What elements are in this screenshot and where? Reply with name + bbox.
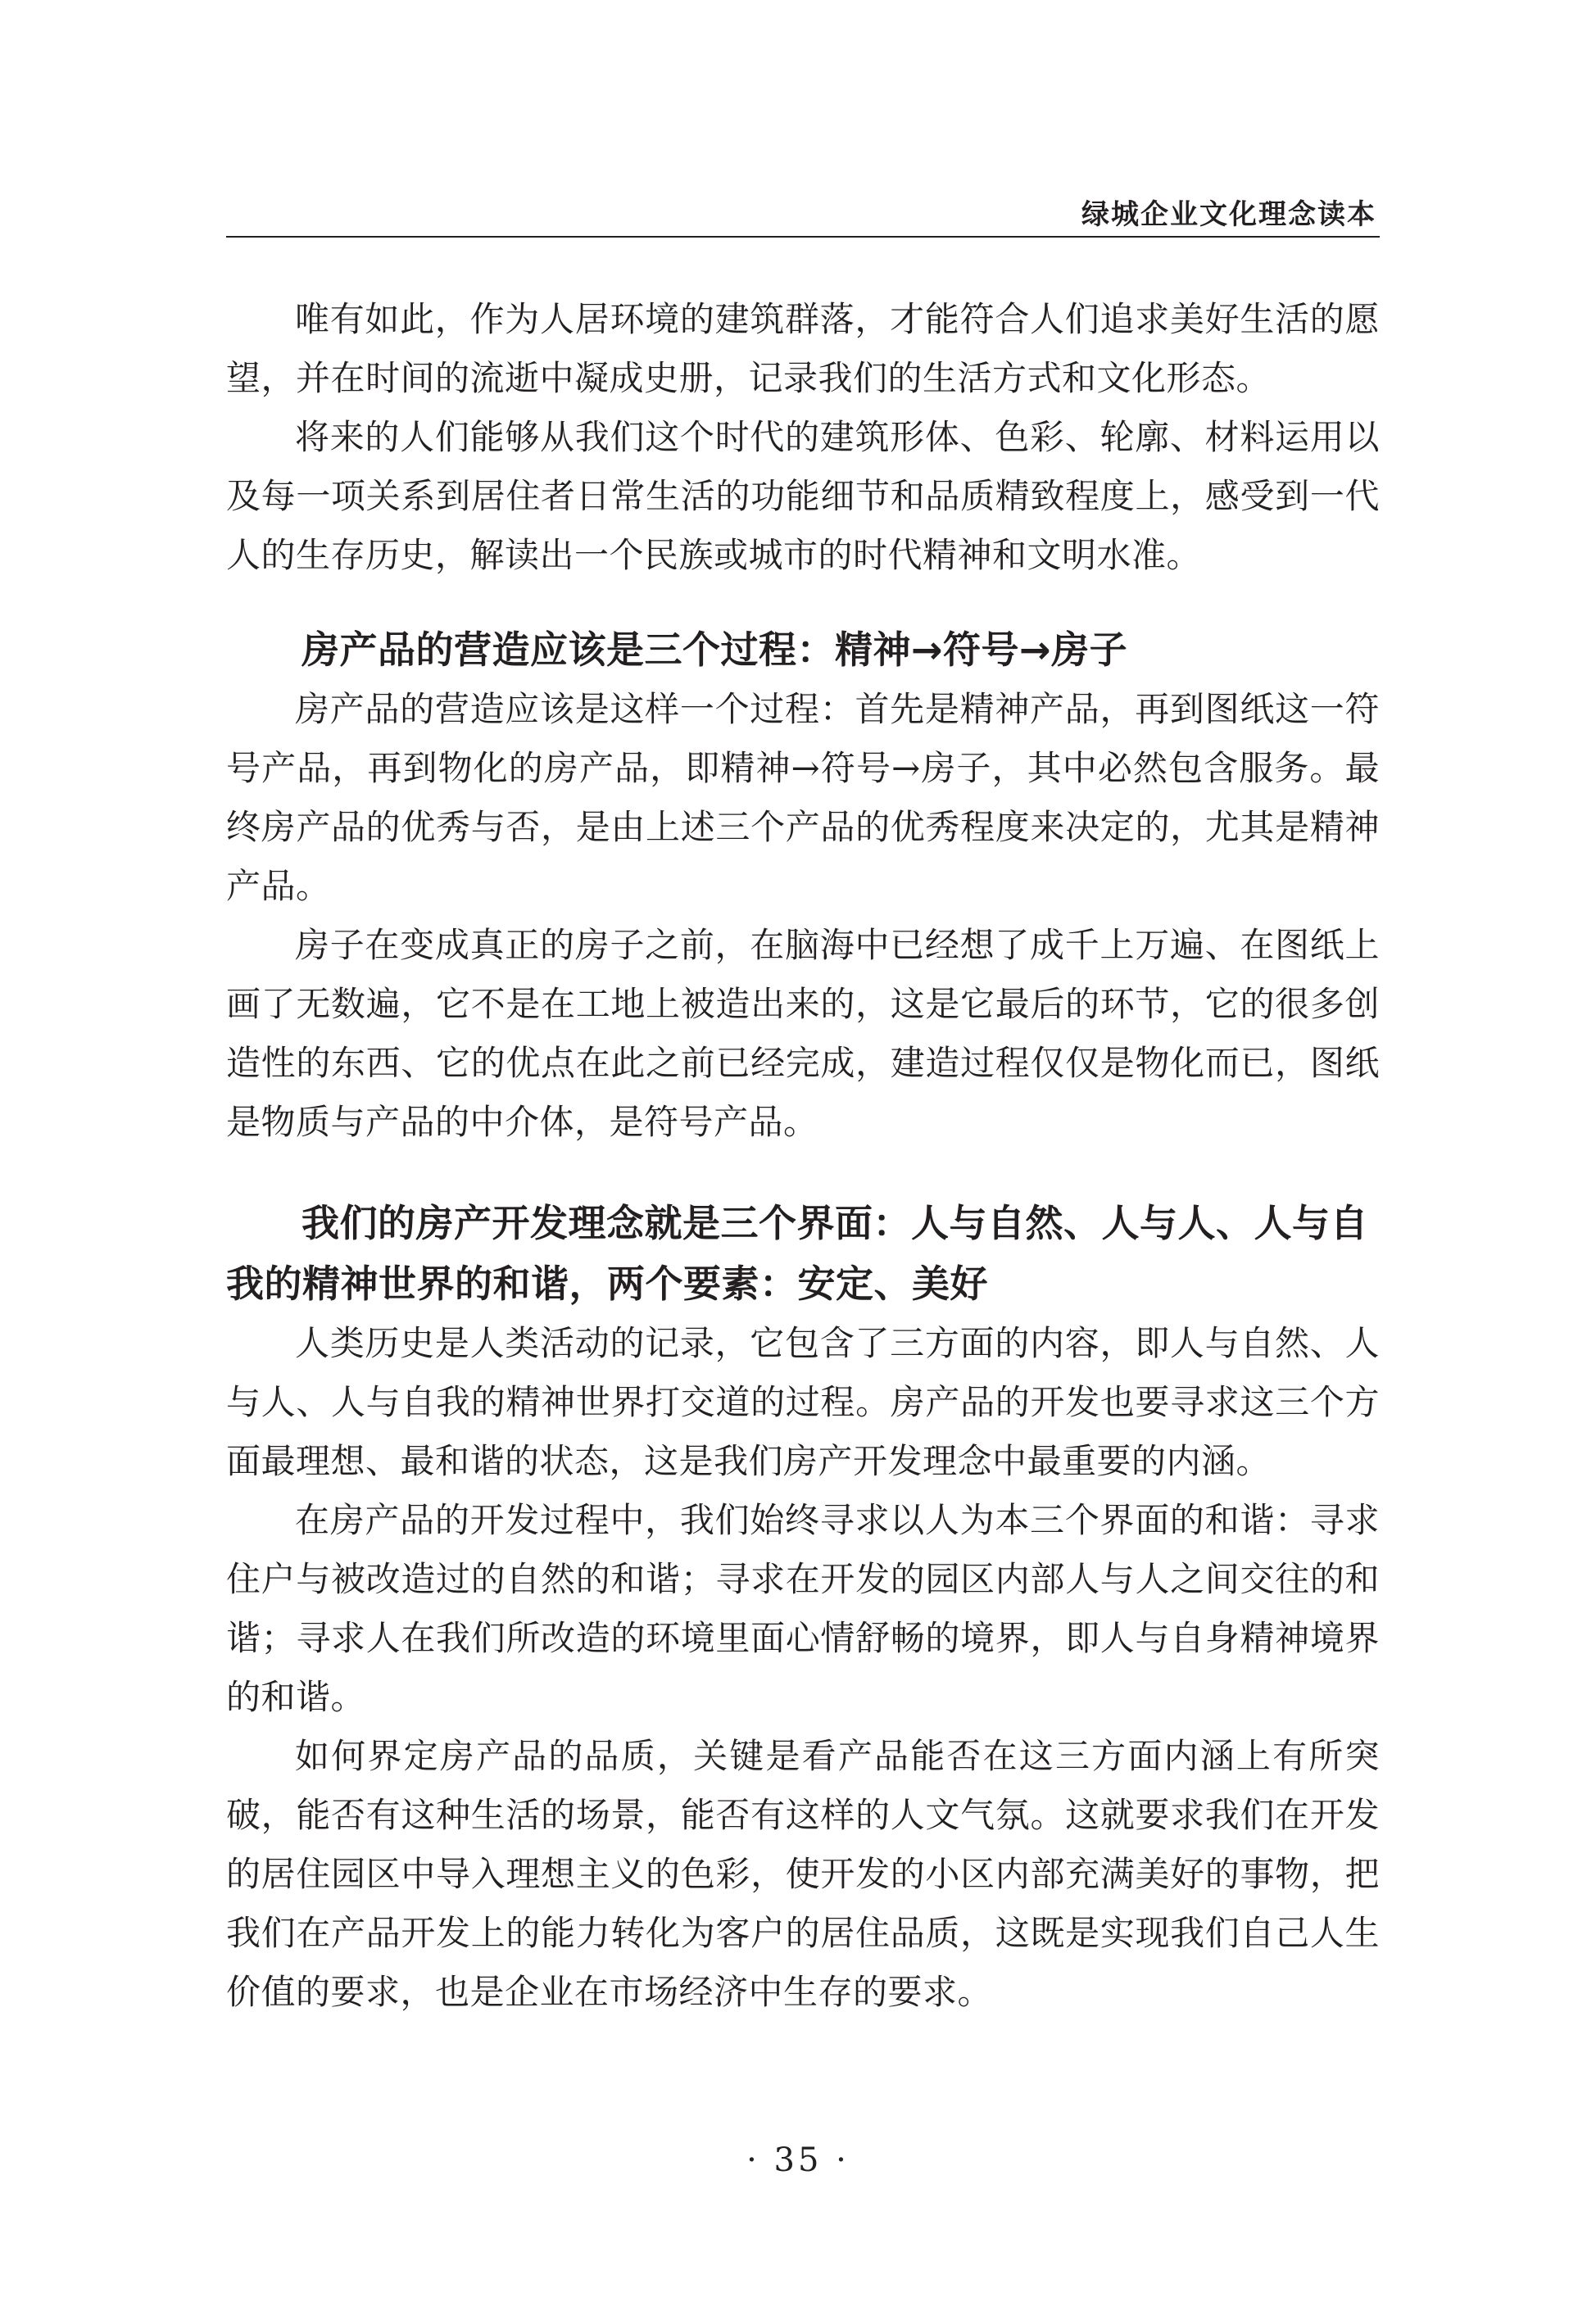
page-number: · 35 ·: [746, 2141, 850, 2179]
section-heading: 房产品的营造应该是三个过程：精神→符号→房子: [302, 628, 1128, 672]
paragraph: 房产品的营造应该是这样一个过程：首先是精神产品，再到图纸这一符号产品，再到物化的房产品，即精神→符号→房子，其中必然包含服务。最终房产品的优秀与否，是由上述三个产品的优秀程度来决定的，尤其是精神产品。: [226, 689, 1380, 906]
paragraph: 人类历史是人类活动的记录，它包含了三方面的内容，即人与自然、人与人、人与自我的精神世界打交道的过程。房产品的开发也要寻求这三个方面最理想、最和谐的状态，这是我们房产开发理念中最重要的内涵。: [226, 1323, 1380, 1481]
book-title: 绿城企业文化理念读本: [1081, 198, 1376, 231]
section-heading: 我们的房产开发理念就是三个界面：人与自然、人与人、人与自我的精神世界的和谐，两个要素：安定、美好: [226, 1201, 1368, 1306]
running-header: [226, 187, 1380, 238]
paragraph: 在房产品的开发过程中，我们始终寻求以人为本三个界面的和谐：寻求住户与被改造过的自然的和谐；寻求在开发的园区内部人与人之间交往的和谐；寻求人在我们所改造的环境里面心情舒畅的境界，即人与自身精神境界的和谐。: [226, 1500, 1380, 1717]
paragraph: 唯有如此，作为人居环境的建筑群落，才能符合人们追求美好生活的愿望，并在时间的流逝中凝成史册，记录我们的生活方式和文化形态。: [226, 299, 1380, 398]
paragraph: 将来的人们能够从我们这个时代的建筑形体、色彩、轮廓、材料运用以及每一项关系到居住者日常生活的功能细节和品质精致程度上，感受到一代人的生存历史，解读出一个民族或城市的时代精神和文明水准。: [226, 417, 1380, 575]
page-body: [226, 290, 1380, 2022]
paragraph: 房子在变成真正的房子之前，在脑海中已经想了成千上万遍、在图纸上画了无数遍，它不是在工地上被造出来的，这是它最后的环节，它的很多创造性的东西、它的优点在此之前已经完成，建造过程仅仅是物化而已，图纸是物质与产品的中介体，是符号产品。: [226, 925, 1380, 1142]
paragraph: 如何界定房产品的品质，关键是看产品能否在这三方面内涵上有所突破，能否有这种生活的场景，能否有这样的人文气氛。这就要求我们在开发的居住园区中导入理想主义的色彩，使开发的小区内部充满美好的事物，把我们在产品开发上的能力转化为客户的居住品质，这既是实现我们自己人生价值的要求，也是企业在市场经济中生存的要求。: [226, 1736, 1380, 2012]
